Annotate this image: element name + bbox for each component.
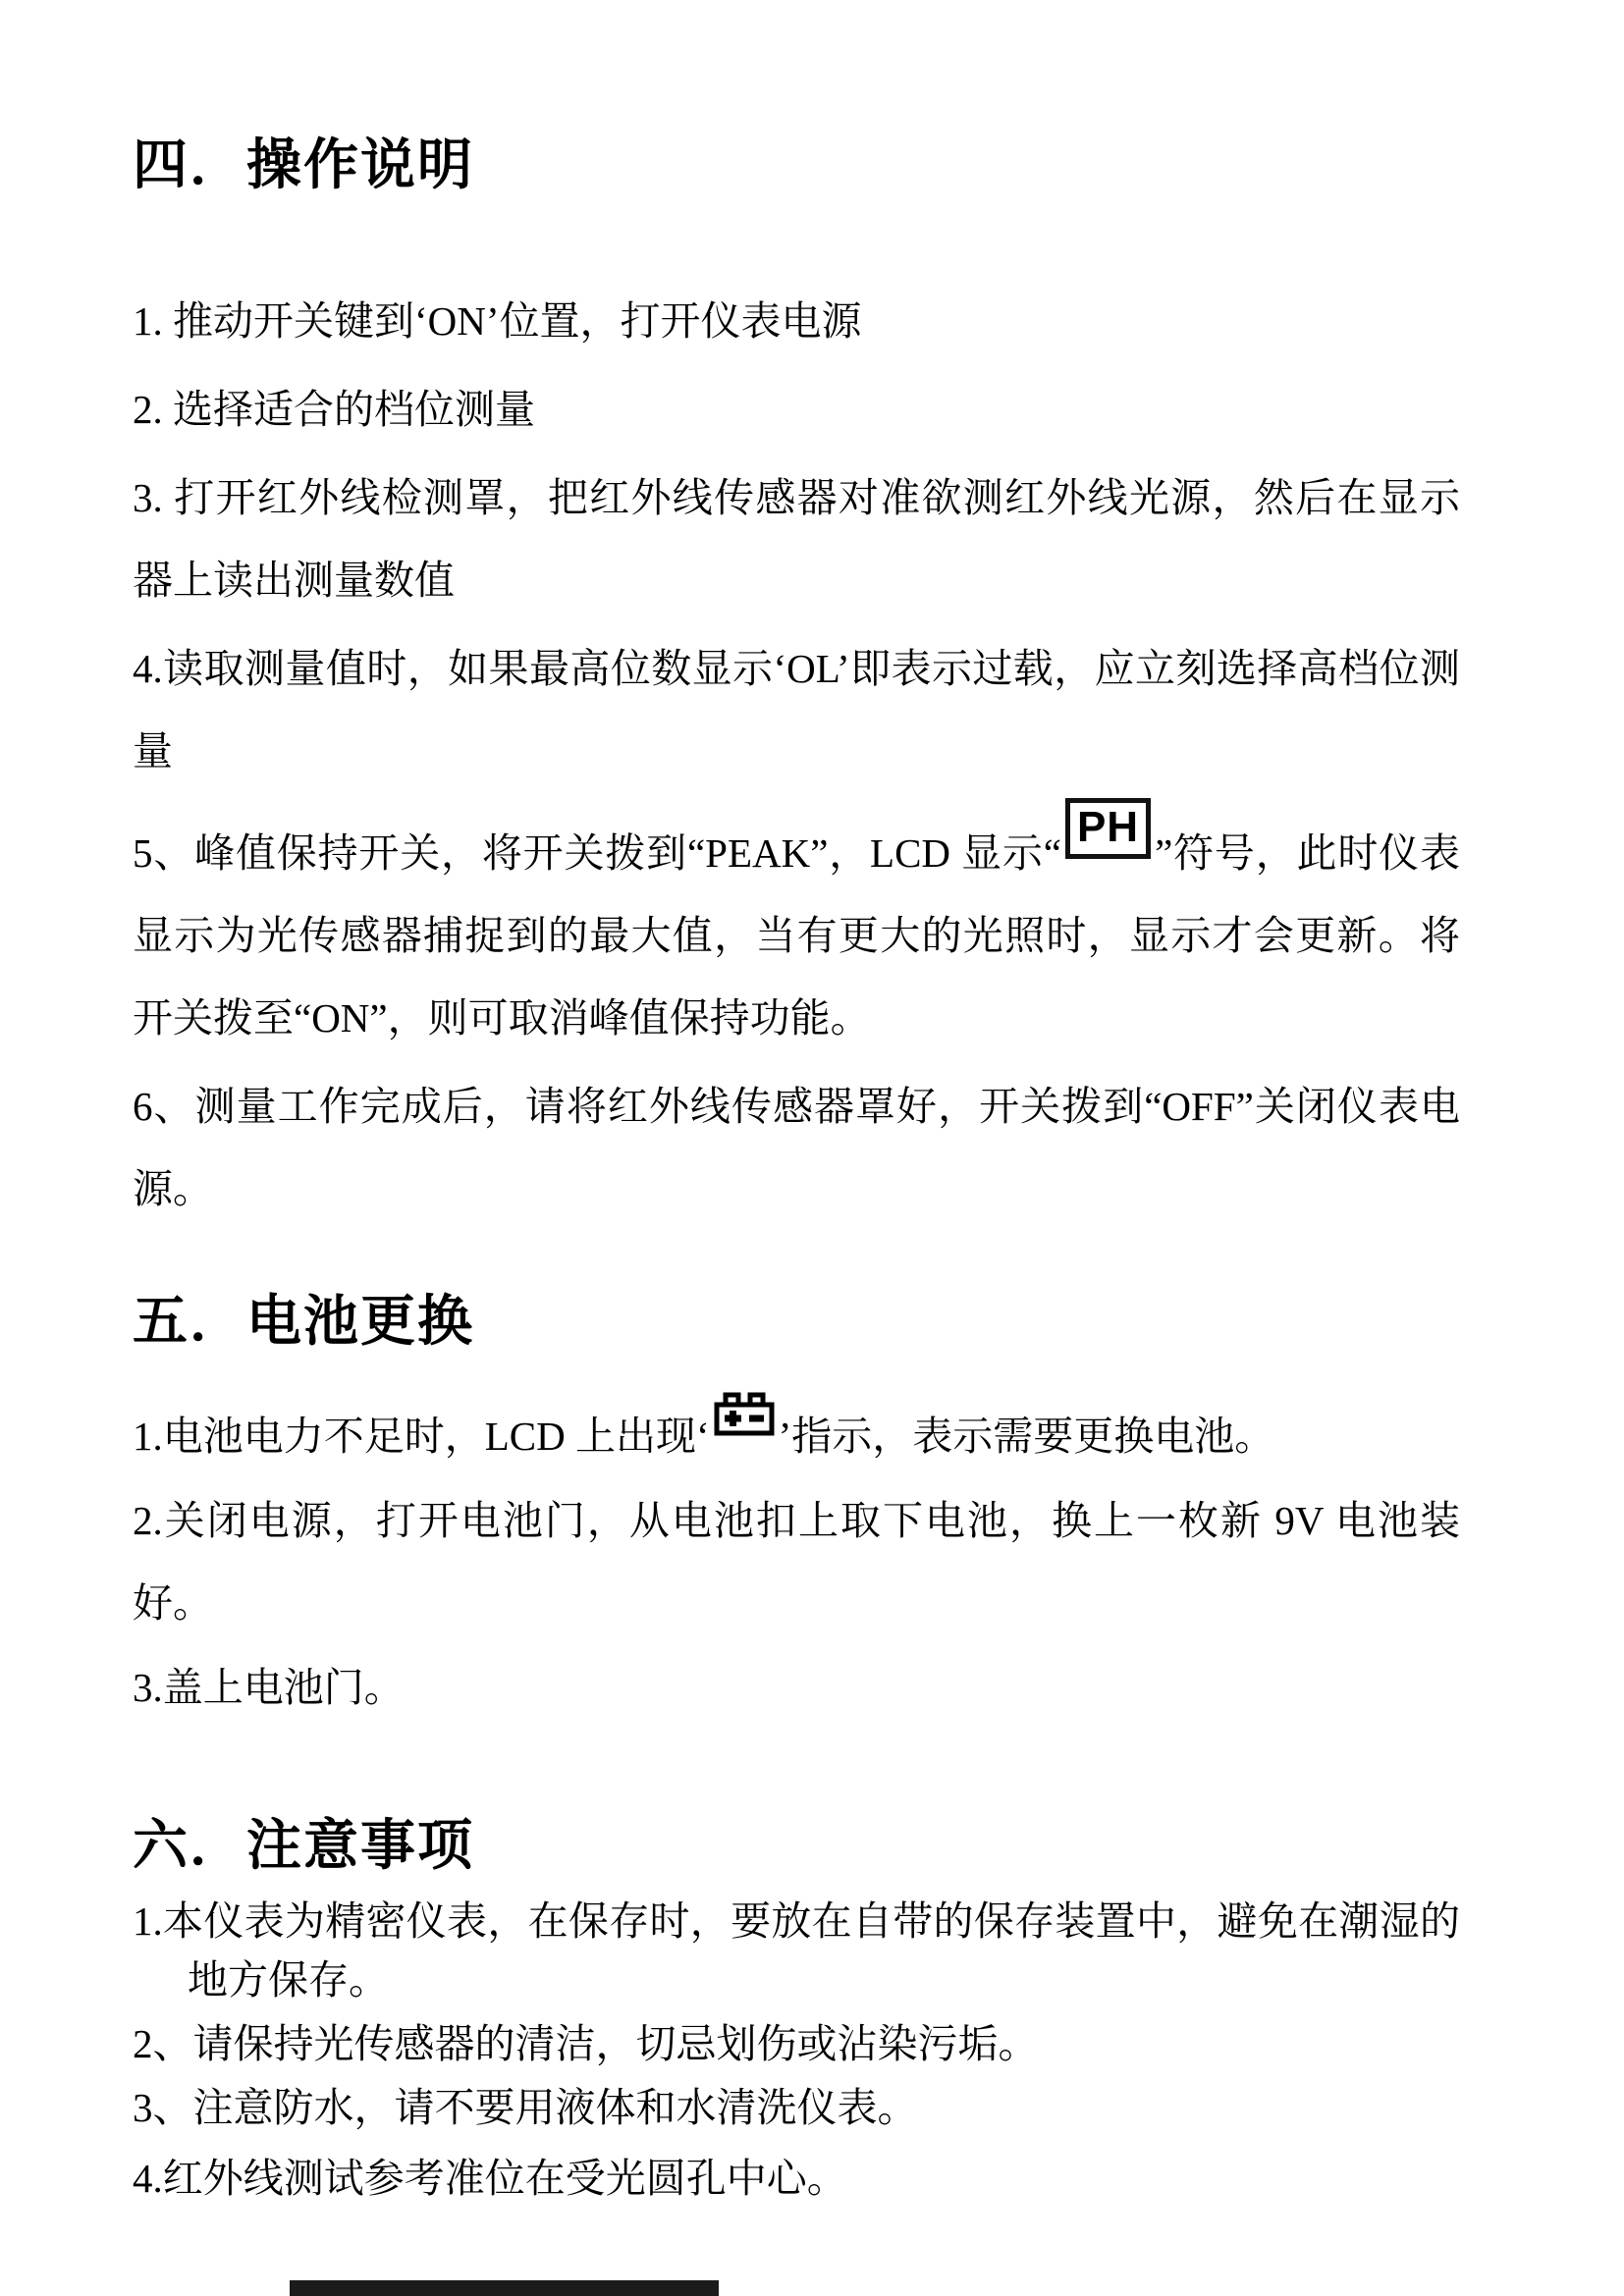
peak-hold-icon-label: PH bbox=[1076, 803, 1140, 851]
battery-step-2: 2.关闭电源，打开电池门，从电池扣上取下电池，换上一枚新 9V 电池装好。 bbox=[133, 1498, 1460, 1626]
battery-step-1 bbox=[133, 1391, 1460, 1477]
peak-hold-icon bbox=[1065, 798, 1151, 859]
operation-step-3: 3. 打开红外线检测罩，把红外线传感器对准欲测红外线光源，然后在显示器上读出测量数值 bbox=[133, 475, 1460, 603]
operation-step-5-text-before: 5、峰值保持开关，将开关拨到“PEAK”，LCD 显示“ bbox=[133, 830, 1061, 876]
battery-step-3: 3.盖上电池门。 bbox=[133, 1665, 405, 1710]
section-precautions-title: 六．注意事项 bbox=[133, 1816, 474, 1877]
section-precautions bbox=[133, 1811, 1460, 2208]
section-operation-title: 四．操作说明 bbox=[133, 135, 474, 196]
precaution-4: 4.红外线测试参考准位在受光圆孔中心。 bbox=[133, 2156, 847, 2201]
operation-step-6: 6、测量工作完成后，请将红外线传感器罩好，开关拨到“OFF”关闭仪表电源。 bbox=[133, 1084, 1460, 1211]
precaution-3: 3、注意防水，请不要用液体和水清洗仪表。 bbox=[133, 2085, 918, 2130]
precaution-2: 2、请保持光传感器的清洁，切忌划伤或沾染污垢。 bbox=[133, 2021, 1039, 2066]
battery-step-1-text-after: ’指示，表示需要更换电池。 bbox=[778, 1414, 1275, 1459]
operation-step-4: 4.读取测量值时，如果最高位数显示‘OL’即表示过载，应立刻选择高档位测量 bbox=[133, 646, 1460, 774]
operation-step-1: 1. 推动开关键到‘ON’位置，打开仪表电源 bbox=[133, 298, 862, 344]
low-battery-icon bbox=[713, 1391, 776, 1438]
battery-step-1-text-before: 1.电池电力不足时，LCD 上出现‘ bbox=[133, 1414, 710, 1459]
operation-step-5-text-after: ”符号，此时仪表显示为光传感器捕捉到的最大值，当有更大的光照时，显示才会更新。将开关拨至“ON”，则可取消峰值保持功能。 bbox=[133, 830, 1461, 1041]
section-battery-title: 五．电池更换 bbox=[133, 1292, 474, 1353]
section-operation bbox=[133, 131, 1460, 1230]
operation-step-5 bbox=[133, 798, 1460, 1059]
section-battery-replacement bbox=[133, 1287, 1460, 1729]
precaution-1: 1.本仪表为精密仪表，在保存时，要放在自带的保存装置中，避免在潮湿的地方保存。 bbox=[133, 1898, 1460, 2002]
partial-next-page-content bbox=[290, 2280, 719, 2296]
operation-step-2: 2. 选择适合的档位测量 bbox=[133, 387, 535, 432]
